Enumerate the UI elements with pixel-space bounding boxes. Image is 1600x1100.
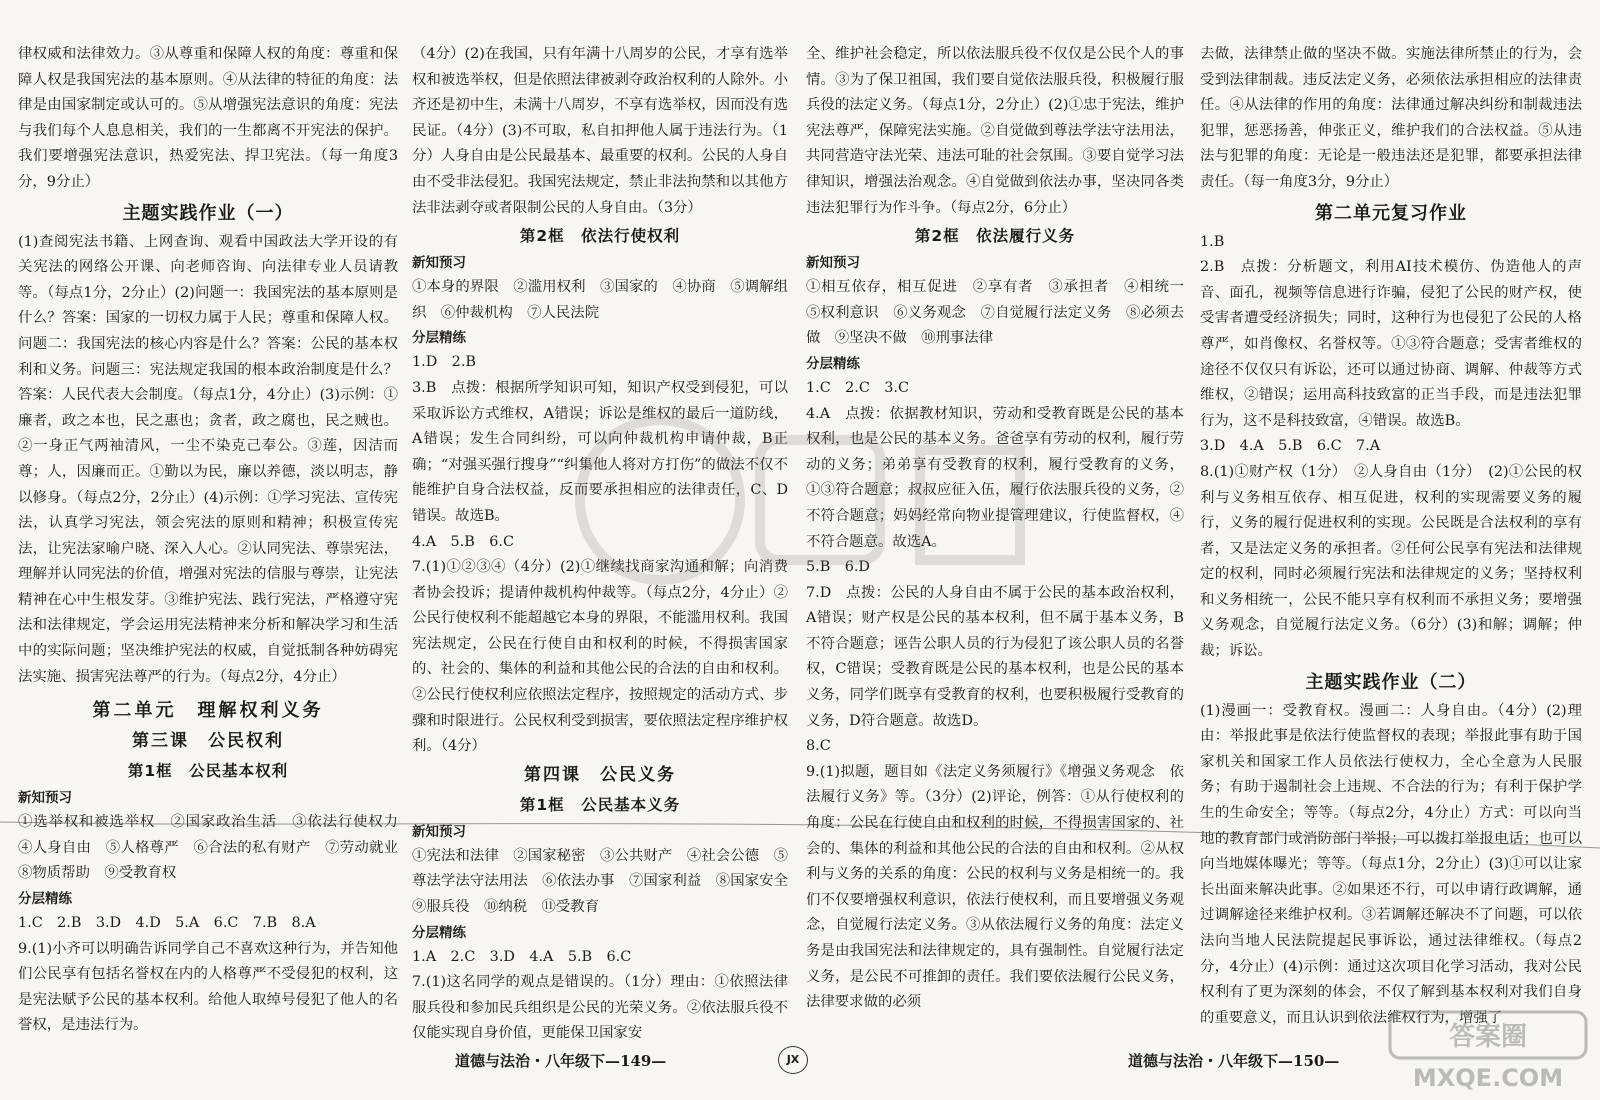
paragraph: (1)漫画一：受教育权。漫画二：人身自由。（4分）(2)理由：举报此事是依法行使监督权的表现；举报此事有助于国家机关和国家工作人员依法行使权力，全心全意为人民服务；有助于遏制社会上违规、不合法的行为；有利于保护学生的生命安全；等等。（每点2分，4分止）方式：可以向当地的教育部门或消防部门举报；可以拨打举报电话；也可以向当地媒体曝光；等等。（每点1分，2分止）(3)①可以让家长出面来解决此事。②如果还不行，可以申请行政调解，通过调解途径来维护权利。③若调解还解决不了问题，可以依法向当地人民法院提起民事诉讼，通过法律维权。（每点2分，4分止）(4)示例：通过这次项目化学习活动，我对公民权利有了更为深刻的体会，不仅了解到基本权利对我们自身的重要意义，而且认识到依法维权行为，增强了	[1200, 702, 1582, 1026]
column-2	[412, 42, 803, 1042]
subheading-preview: 新知预习	[18, 790, 72, 807]
paragraph: 4.A 点拨：依据教材知识，劳动和受教育既是公民的基本权利，也是公民的基本义务。爸爸享有劳动的权利，履行劳动的义务；弟弟享有受教育的权利，履行受教育的义务，①③符合题意；叔叔应征入伍，履行依法服兵役的义务，②不符合题意；妈妈经常向物业提管理建议，行使监督权，④不符合题意。故选A。	[806, 405, 1184, 550]
answer-line: 4.A 5.B 6.C	[412, 533, 514, 550]
site-watermark-text: MXQE.COM	[1412, 1064, 1564, 1092]
site-watermark-cn: 答案圈	[1448, 1022, 1528, 1052]
paragraph: ①选举权和被选举权 ②国家政治生活 ③依法行使权力 ④人身自由 ⑤人格尊严 ⑥合法的私有财产 ⑦劳动就业 ⑧物质帮助 ⑨受教育权	[18, 814, 413, 882]
section-heading-unit-review: 第二单元复习作业	[1315, 202, 1467, 224]
subheading-practice: 分层精练	[412, 330, 466, 347]
lesson-heading: 第三课 公民权利	[132, 731, 284, 752]
paragraph: 去做，法律禁止做的坚决不做。实施法律所禁止的行为，会受到法律制裁。违反法定义务，必须依法承担相应的法律责任。④从法律的作用的角度：法律通过解决纠纷和制裁违法犯罪，惩恶扬善，伸张正义，维护我们的合法权益。⑤从违法与犯罪的角度：无论是一般违法还是犯罪，都要承担法律责任。（每一角度3分，9分止）	[1200, 46, 1582, 190]
subheading-preview: 新知预习	[806, 255, 860, 272]
paragraph: 全、维护社会稳定，所以依法服兵役不仅仅是公民个人的事情。③为了保卫祖国，我们要自觉依法服兵役，积极履行服兵役的法定义务。（每点1分，2分止）(2)①忠于宪法，维护宪法尊严，保障宪法实施。②自觉做到尊法学法守法用法，共同营造守法光荣、违法可耻的社会氛围。③要自觉学习法律知识，增强法治观念。④自觉做到依法办事，坚决同各类违法犯罪行为作斗争。（每点2分，6分止）	[806, 46, 1184, 216]
section-heading-practice-1: 主题实践作业（一）	[122, 202, 294, 224]
paragraph: 9.(1)小齐可以明确告诉同学自己不喜欢这种行为，并告知他们公民享有包括名誉权在内的人格尊严不受侵犯的权利，这是宪法赋予公民的基本权利。给他人取绰号侵犯了他人的名誉权，是违法行为。	[18, 940, 398, 1034]
footer-page-149: 道德与法治・八年级下—149—	[455, 1052, 667, 1070]
paragraph: ①本身的界限 ②滥用权利 ③国家的 ④协商 ⑤调解组织 ⑥仲裁机构 ⑦人民法院	[412, 279, 788, 321]
answer-line: 5.B 6.D	[806, 559, 870, 576]
subheading-practice: 分层精练	[412, 924, 466, 941]
paragraph: 律权威和法律效力。③从尊重和保障人权的角度：尊重和保障人权是我国宪法的基本原则。④从法律的特征的角度：法律是由国家制定或认可的。⑤从增强宪法意识的角度：宪法与我们每个人息息相关，我们的一生都离不开宪法的保护。我们要增强宪法意识，热爱宪法、捍卫宪法。（每一角度3分，9分止）	[18, 46, 398, 190]
paragraph: 3.B 点拨：根据所学知识可知，知识产权受到侵犯，可以采取诉讼方式维权，A错误；诉讼是维权的最后一道防线，A错误；发生合同纠纷，可以向仲裁机构申请仲裁，B正确；“对强买强行搜身”“纠集他人将对方打伤”的做法不仅不能维护自身合法权益，反而要承担相应的法律责任，C、D错误。故选B。	[412, 379, 788, 524]
paragraph: 2.B 点拨：分析题文，利用AI技术模仿、伪造他人的声音、面孔，视频等信息进行诈骗，侵犯了公民的财产权，使受害者遭受经济损失；同时，这种行为也侵犯了公民的人格尊严，如肖像权、名誉权等。①③符合题意；受害者维权的途径不仅仅只有诉讼，还可以通过协商、调解、仲裁等方式维权，②错误；运用高科技致富的正当手段，而是违法犯罪行为，这不是科技致富，④错误。故选B。	[1200, 259, 1582, 429]
answer-line: 1.C 2.C 3.C	[806, 379, 910, 396]
paragraph: 8.(1)①财产权（1分） ②人身自由（1分） (2)①公民的权利与义务相互依存、相互促进，权利的实现需要义务的履行，义务的履行促进权利的实现。公民既是合法权利的享有者，又是法定义务的承担者。②任何公民享有宪法和法律规定的权利，同时必须履行宪法和法律规定的义务；坚持权利和义务相统一，公民不能只享有权利而不承担义务；要增强义务观念，自觉履行法定义务。（6分）(3)和解；调解；仲裁；诉讼。	[1200, 463, 1582, 660]
lesson-heading: 第四课 公民义务	[524, 764, 676, 785]
paragraph: 9.(1)拟题，题目如《法定义务须履行》《增强义务观念 依法履行义务》等。（3分）(2)评论，例答：①从行使权利的角度：公民在行使自由和权利的时候，不得损害国家的、社会的、集体的利益和其他公民的合法的自由和权利。②从权利与义务的关系的角度：公民的权利与义务是相统一的。我们不仅要增强权利意识，依法行使权利，而且要增强义务观念，自觉履行法定义务。③从依法履行义务的角度：法定义务是由我国宪法和法律规定的，具有强制性。自觉履行法定义务，是公民不可推卸的责任。我们要依法履行公民义务，法律要求做的必须	[806, 763, 1184, 1011]
paragraph: ①宪法和法律 ②国家秘密 ③公共财产 ④社会公德 ⑤尊法学法守法用法 ⑥依法办事 ⑦国家利益 ⑧国家安全 ⑨服兵役 ⑩纳税 ⑪受教育	[412, 847, 803, 916]
paragraph: 7.(1)①②③④（4分）(2)①继续找商家沟通和解；向消费者协会投诉；提请仲裁机构仲裁等。（每点2分，4分止）②公民行使权利不能超越它本身的界限，不能滥用权利。我国宪法规定，公民在行使自由和权利的时候，不得损害国家的、社会的、集体的利益和其他公民的合法的自由和权利。②公民行使权利应依照法定程序，按照规定的活动方式、步骤和时限进行。公民权利受到损害，要依照法定程序维护权利。（4分）	[412, 559, 788, 755]
section-heading-practice-2: 主题实践作业（二）	[1305, 671, 1477, 693]
frame-heading: 第2框 依法行使权利	[519, 227, 681, 246]
paragraph: 7.(1)这名同学的观点是错误的。（1分）理由：①依照法律服兵役和参加民兵组织是公民的光荣义务。②依法服兵役不仅能实现自身价值，更能保卫国家安	[412, 974, 788, 1042]
subheading-preview: 新知预习	[412, 255, 466, 272]
column-4	[1200, 42, 1582, 1027]
unit-heading: 第二单元 理解权利义务	[92, 700, 324, 722]
answer-line: 3.D 4.A 5.B 6.C 7.A	[1200, 438, 1381, 455]
column-1	[18, 42, 413, 1034]
footer-page-150: 道德与法治・八年级下—150—	[1128, 1052, 1340, 1070]
paragraph: ①相互依存，相互促进 ②享有者 ③承担者 ④相统一 ⑤权利意识 ⑥义务观念 ⑦自觉履行法定义务 ⑧必须去做 ⑨坚决不做 ⑩刑事法律	[806, 279, 1199, 347]
frame-heading: 第1框 公民基本义务	[519, 795, 681, 814]
answer-line: 1.B	[1200, 233, 1225, 250]
paragraph: (1)查阅宪法书籍、上网查询、观看中国政法大学开设的有关宪法的网络公开课、向老师咨询、向法律专业人员请教等。（每点1分，2分止）(2)问题一：我国宪法的基本原则是什么？答案：国家的一切权力属于人民；尊重和保障人权。问题二：我国宪法的核心内容是什么？答案：公民的基本权利和义务。问题三：宪法规定我国的根本政治制度是什么？答案：人民代表大会制度。（每点1分，4分止）(3)示例：①廉者，政之本也，民之惠也；贪者，政之腐也，民之贼也。②一身正气两袖清风，一尘不染克己奉公。③莲，因洁而尊；人，因廉而正。①勤以为民，廉以养德，淡以明志，静以修身。（每点2分，2分止）(4)示例：①学习宪法、宣传宪法，认真学习宪法，领会宪法的原则和精神；积极宣传宪法，让宪法家喻户晓、深入人心。②认同宪法、尊崇宪法，理解并认同宪法的价值，增强对宪法的信服与尊崇，让宪法精神在心中生根发芽。③维护宪法、践行宪法，严格遵守宪法和法律规定，学会运用宪法精神来分析和解决学习和生活中的实际问题；坚决维护宪法的权威，自觉抵制各种妨碍宪法实施、损害宪法尊严的行为。（每点2分，4分止）	[18, 233, 398, 685]
answer-line: 1.D 2.B	[412, 354, 476, 371]
subheading-practice: 分层精练	[806, 355, 860, 372]
column-3	[806, 42, 1199, 1027]
subheading-practice: 分层精练	[18, 891, 72, 908]
subheading-preview: 新知预习	[412, 823, 466, 840]
answer-line: 8.C	[806, 738, 831, 755]
paragraph: （4分）(2)在我国，只有年满十八周岁的公民，才享有选举权和被选举权，但是依照法律被剥夺政治权利的人除外。小齐还是初中生，未满十八周岁，不享有选举权，因而没有选民证。（4分）(3)不可取，私自扣押他人属于违法行为。（1分）人身自由是公民最基本、最重要的权利。公民的人身自由不受非法侵犯。我国宪法规定，禁止非法拘禁和以其他方法非法剥夺或者限制公民的人身自由。（3分）	[412, 46, 788, 216]
frame-heading: 第1框 公民基本权利	[127, 762, 289, 781]
answer-line: 1.C 2.B 3.D 4.D 5.A 6.C 7.B 8.A	[18, 915, 316, 932]
frame-heading: 第2框 依法履行义务	[914, 227, 1076, 246]
jx-badge: JX	[778, 1046, 808, 1074]
answer-line: 1.A 2.C 3.D 4.A 5.B 6.C	[412, 948, 632, 965]
paragraph: 7.D 点拨：公民的人身自由不属于公民的基本政治权利，A错误；财产权是公民的基本权利，但不属于基本义务，B不符合题意；诬告公职人员的行为侵犯了该公职人员的名誉权，C错误；受教育既是公民的基本权利，也是公民的基本义务，同学们既享有受教育的权利，也要积极履行受教育的义务，D符合题意。故选D。	[806, 584, 1184, 729]
